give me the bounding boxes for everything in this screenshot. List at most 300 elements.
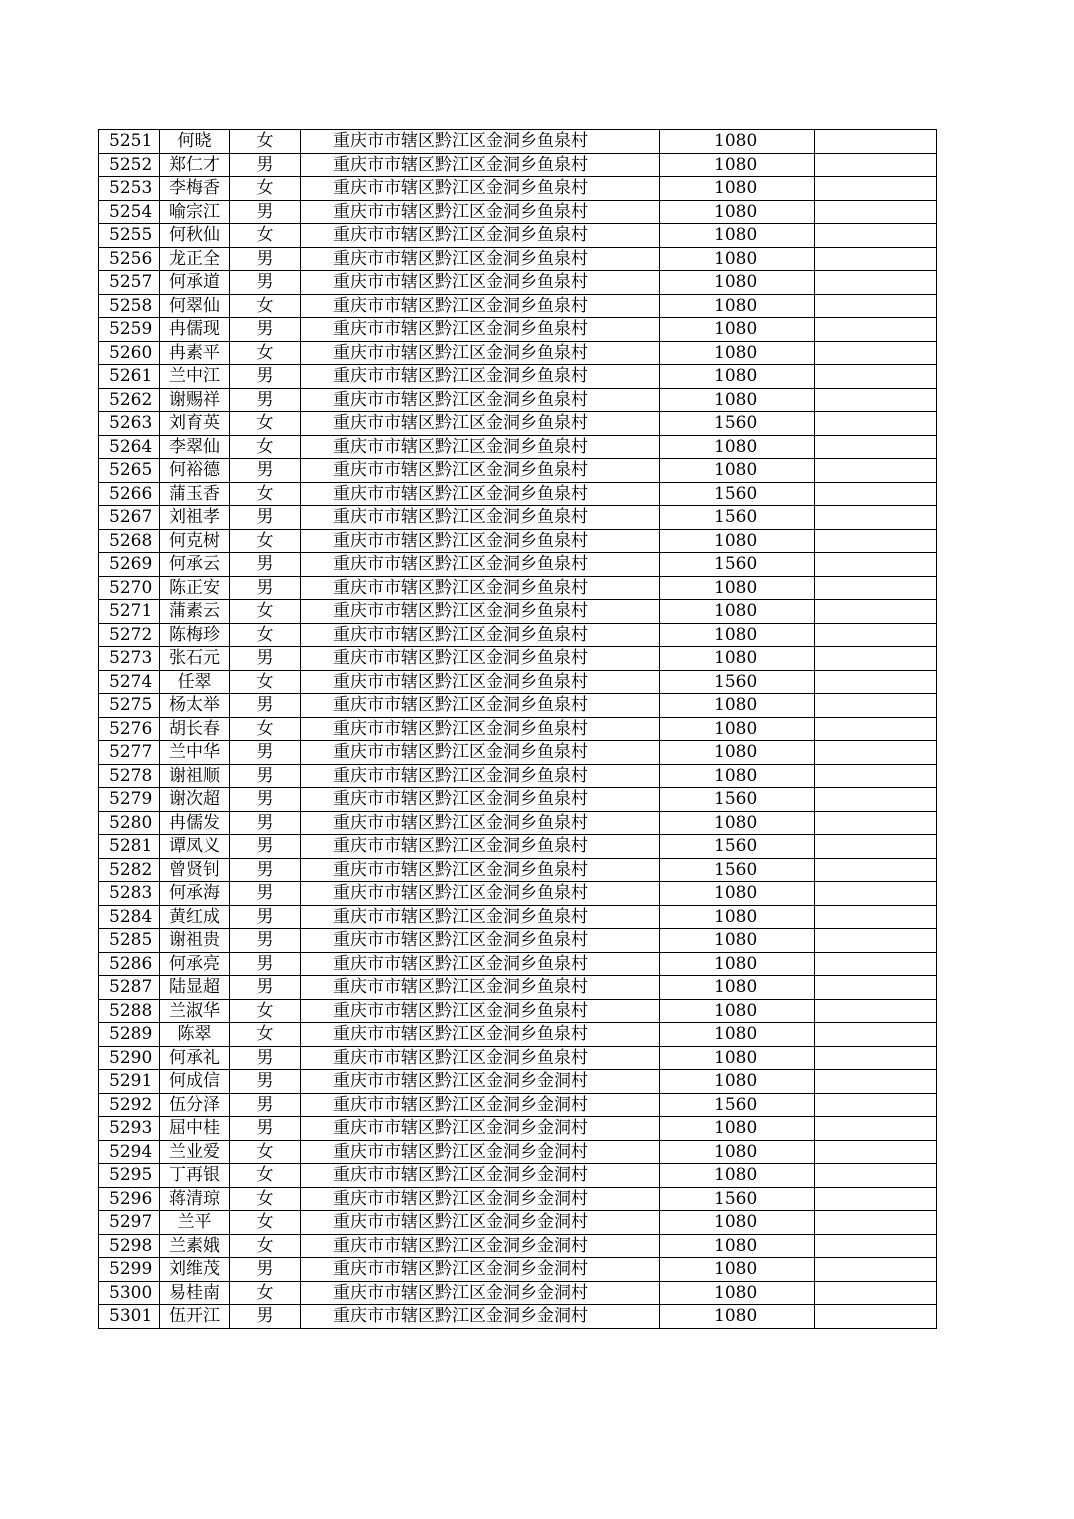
cell-name: 何承海 [160, 882, 230, 906]
cell-note [815, 764, 937, 788]
cell-gender: 男 [230, 858, 301, 882]
cell-note [815, 788, 937, 812]
cell-address: 重庆市市辖区黔江区金洞乡鱼泉村 [301, 647, 660, 671]
cell-name: 喻宗江 [160, 200, 230, 224]
cell-number: 5272 [99, 623, 160, 647]
table-row [99, 412, 937, 436]
cell-amount: 1080 [660, 600, 815, 624]
cell-name: 陈梅珍 [160, 623, 230, 647]
cell-gender: 女 [230, 1140, 301, 1164]
cell-gender: 女 [230, 294, 301, 318]
cell-name: 冉儒发 [160, 811, 230, 835]
cell-address: 重庆市市辖区黔江区金洞乡鱼泉村 [301, 694, 660, 718]
cell-note [815, 976, 937, 1000]
cell-gender: 男 [230, 764, 301, 788]
cell-gender: 女 [230, 1164, 301, 1188]
cell-gender: 男 [230, 247, 301, 271]
cell-gender: 女 [230, 435, 301, 459]
cell-note [815, 623, 937, 647]
cell-number: 5264 [99, 435, 160, 459]
cell-address: 重庆市市辖区黔江区金洞乡鱼泉村 [301, 811, 660, 835]
cell-note [815, 647, 937, 671]
cell-amount: 1560 [660, 1187, 815, 1211]
table-row [99, 882, 937, 906]
table-row [99, 459, 937, 483]
table-row [99, 341, 937, 365]
cell-amount: 1080 [660, 1023, 815, 1047]
cell-gender: 男 [230, 1070, 301, 1094]
table-row [99, 647, 937, 671]
cell-gender: 男 [230, 952, 301, 976]
cell-name: 兰平 [160, 1211, 230, 1235]
cell-address: 重庆市市辖区黔江区金洞乡鱼泉村 [301, 294, 660, 318]
cell-gender: 女 [230, 1234, 301, 1258]
cell-name: 任翠 [160, 670, 230, 694]
cell-name: 何承道 [160, 271, 230, 295]
cell-note [815, 412, 937, 436]
table-row [99, 153, 937, 177]
cell-gender: 男 [230, 388, 301, 412]
cell-address: 重庆市市辖区黔江区金洞乡鱼泉村 [301, 882, 660, 906]
cell-number: 5291 [99, 1070, 160, 1094]
cell-name: 兰素娥 [160, 1234, 230, 1258]
cell-note [815, 506, 937, 530]
cell-amount: 1560 [660, 670, 815, 694]
cell-number: 5251 [99, 130, 160, 154]
cell-note [815, 929, 937, 953]
cell-note [815, 153, 937, 177]
cell-amount: 1080 [660, 1258, 815, 1282]
cell-number: 5268 [99, 529, 160, 553]
cell-name: 蒲玉香 [160, 482, 230, 506]
table-row [99, 811, 937, 835]
cell-number: 5285 [99, 929, 160, 953]
cell-address: 重庆市市辖区黔江区金洞乡鱼泉村 [301, 858, 660, 882]
cell-address: 重庆市市辖区黔江区金洞乡鱼泉村 [301, 999, 660, 1023]
cell-number: 5278 [99, 764, 160, 788]
cell-address: 重庆市市辖区黔江区金洞乡鱼泉村 [301, 200, 660, 224]
cell-note [815, 294, 937, 318]
table-row [99, 435, 937, 459]
cell-amount: 1080 [660, 153, 815, 177]
cell-gender: 男 [230, 1093, 301, 1117]
cell-number: 5286 [99, 952, 160, 976]
cell-address: 重庆市市辖区黔江区金洞乡鱼泉村 [301, 600, 660, 624]
cell-number: 5279 [99, 788, 160, 812]
cell-gender: 男 [230, 271, 301, 295]
cell-name: 胡长春 [160, 717, 230, 741]
cell-amount: 1560 [660, 858, 815, 882]
cell-gender: 女 [230, 177, 301, 201]
cell-gender: 女 [230, 1187, 301, 1211]
table-row [99, 365, 937, 389]
cell-amount: 1080 [660, 623, 815, 647]
cell-amount: 1080 [660, 999, 815, 1023]
table-row [99, 788, 937, 812]
cell-amount: 1080 [660, 177, 815, 201]
cell-name: 谢祖贵 [160, 929, 230, 953]
cell-gender: 男 [230, 459, 301, 483]
cell-amount: 1080 [660, 388, 815, 412]
cell-address: 重庆市市辖区黔江区金洞乡鱼泉村 [301, 929, 660, 953]
cell-address: 重庆市市辖区黔江区金洞乡鱼泉村 [301, 224, 660, 248]
cell-note [815, 1023, 937, 1047]
cell-gender: 男 [230, 811, 301, 835]
cell-amount: 1080 [660, 576, 815, 600]
cell-address: 重庆市市辖区黔江区金洞乡鱼泉村 [301, 764, 660, 788]
cell-address: 重庆市市辖区黔江区金洞乡金洞村 [301, 1281, 660, 1305]
cell-number: 5283 [99, 882, 160, 906]
table-row [99, 529, 937, 553]
cell-amount: 1080 [660, 1046, 815, 1070]
cell-note [815, 224, 937, 248]
cell-name: 兰业爱 [160, 1140, 230, 1164]
cell-name: 刘维茂 [160, 1258, 230, 1282]
cell-number: 5257 [99, 271, 160, 295]
cell-note [815, 435, 937, 459]
cell-name: 伍分泽 [160, 1093, 230, 1117]
cell-name: 蒲素云 [160, 600, 230, 624]
cell-note [815, 341, 937, 365]
cell-note [815, 1046, 937, 1070]
table-row [99, 1234, 937, 1258]
cell-name: 兰淑华 [160, 999, 230, 1023]
cell-note [815, 999, 937, 1023]
table-row [99, 1164, 937, 1188]
cell-number: 5252 [99, 153, 160, 177]
table-row [99, 553, 937, 577]
cell-note [815, 670, 937, 694]
cell-note [815, 741, 937, 765]
cell-note [815, 318, 937, 342]
cell-amount: 1080 [660, 694, 815, 718]
table-row [99, 600, 937, 624]
cell-gender: 男 [230, 647, 301, 671]
cell-address: 重庆市市辖区黔江区金洞乡金洞村 [301, 1164, 660, 1188]
cell-gender: 女 [230, 670, 301, 694]
table-row [99, 1211, 937, 1235]
cell-name: 刘祖孝 [160, 506, 230, 530]
table-row [99, 482, 937, 506]
cell-amount: 1080 [660, 341, 815, 365]
cell-amount: 1080 [660, 318, 815, 342]
table-row [99, 1140, 937, 1164]
cell-gender: 男 [230, 882, 301, 906]
table-row [99, 952, 937, 976]
cell-number: 5276 [99, 717, 160, 741]
cell-amount: 1080 [660, 224, 815, 248]
cell-address: 重庆市市辖区黔江区金洞乡鱼泉村 [301, 153, 660, 177]
cell-number: 5253 [99, 177, 160, 201]
cell-amount: 1080 [660, 529, 815, 553]
cell-name: 蒋清琼 [160, 1187, 230, 1211]
cell-address: 重庆市市辖区黔江区金洞乡鱼泉村 [301, 318, 660, 342]
cell-name: 何承云 [160, 553, 230, 577]
table-row [99, 1093, 937, 1117]
cell-note [815, 905, 937, 929]
cell-number: 5301 [99, 1305, 160, 1329]
cell-amount: 1080 [660, 717, 815, 741]
cell-note [815, 694, 937, 718]
cell-number: 5254 [99, 200, 160, 224]
cell-note [815, 835, 937, 859]
cell-address: 重庆市市辖区黔江区金洞乡鱼泉村 [301, 482, 660, 506]
cell-address: 重庆市市辖区黔江区金洞乡鱼泉村 [301, 388, 660, 412]
cell-name: 何承亮 [160, 952, 230, 976]
cell-gender: 男 [230, 976, 301, 1000]
cell-gender: 女 [230, 224, 301, 248]
cell-note [815, 130, 937, 154]
cell-note [815, 247, 937, 271]
table-row [99, 741, 937, 765]
cell-name: 陆显超 [160, 976, 230, 1000]
cell-note [815, 1258, 937, 1282]
cell-name: 冉素平 [160, 341, 230, 365]
cell-note [815, 1164, 937, 1188]
cell-name: 冉儒现 [160, 318, 230, 342]
cell-amount: 1080 [660, 811, 815, 835]
cell-address: 重庆市市辖区黔江区金洞乡金洞村 [301, 1093, 660, 1117]
cell-amount: 1560 [660, 835, 815, 859]
cell-amount: 1080 [660, 1211, 815, 1235]
cell-gender: 男 [230, 1305, 301, 1329]
cell-amount: 1080 [660, 271, 815, 295]
cell-gender: 女 [230, 341, 301, 365]
cell-gender: 女 [230, 1211, 301, 1235]
cell-address: 重庆市市辖区黔江区金洞乡金洞村 [301, 1187, 660, 1211]
cell-number: 5275 [99, 694, 160, 718]
cell-amount: 1080 [660, 741, 815, 765]
cell-name: 何晓 [160, 130, 230, 154]
cell-address: 重庆市市辖区黔江区金洞乡鱼泉村 [301, 553, 660, 577]
cell-gender: 女 [230, 600, 301, 624]
table-row [99, 177, 937, 201]
cell-note [815, 952, 937, 976]
cell-number: 5296 [99, 1187, 160, 1211]
cell-note [815, 529, 937, 553]
cell-address: 重庆市市辖区黔江区金洞乡鱼泉村 [301, 576, 660, 600]
table-row [99, 694, 937, 718]
cell-address: 重庆市市辖区黔江区金洞乡鱼泉村 [301, 247, 660, 271]
cell-note [815, 1140, 937, 1164]
cell-address: 重庆市市辖区黔江区金洞乡金洞村 [301, 1258, 660, 1282]
cell-number: 5262 [99, 388, 160, 412]
cell-amount: 1080 [660, 294, 815, 318]
cell-amount: 1560 [660, 482, 815, 506]
cell-number: 5294 [99, 1140, 160, 1164]
cell-amount: 1080 [660, 200, 815, 224]
cell-number: 5273 [99, 647, 160, 671]
cell-number: 5281 [99, 835, 160, 859]
cell-gender: 女 [230, 999, 301, 1023]
cell-gender: 女 [230, 1281, 301, 1305]
cell-amount: 1080 [660, 905, 815, 929]
cell-gender: 男 [230, 576, 301, 600]
cell-address: 重庆市市辖区黔江区金洞乡金洞村 [301, 1140, 660, 1164]
cell-amount: 1080 [660, 952, 815, 976]
cell-gender: 男 [230, 1046, 301, 1070]
cell-note [815, 388, 937, 412]
cell-name: 兰中江 [160, 365, 230, 389]
table-row [99, 247, 937, 271]
cell-note [815, 482, 937, 506]
table-row [99, 1187, 937, 1211]
cell-amount: 1080 [660, 1070, 815, 1094]
cell-name: 丁再银 [160, 1164, 230, 1188]
cell-note [815, 459, 937, 483]
cell-name: 李梅香 [160, 177, 230, 201]
cell-gender: 男 [230, 1258, 301, 1282]
cell-number: 5274 [99, 670, 160, 694]
cell-amount: 1080 [660, 1140, 815, 1164]
cell-gender: 女 [230, 130, 301, 154]
cell-number: 5277 [99, 741, 160, 765]
cell-address: 重庆市市辖区黔江区金洞乡金洞村 [301, 1117, 660, 1141]
cell-note [815, 811, 937, 835]
cell-note [815, 200, 937, 224]
cell-name: 易桂南 [160, 1281, 230, 1305]
cell-amount: 1560 [660, 506, 815, 530]
cell-gender: 男 [230, 1117, 301, 1141]
cell-gender: 男 [230, 741, 301, 765]
cell-amount: 1080 [660, 647, 815, 671]
cell-address: 重庆市市辖区黔江区金洞乡鱼泉村 [301, 670, 660, 694]
cell-address: 重庆市市辖区黔江区金洞乡鱼泉村 [301, 835, 660, 859]
cell-amount: 1080 [660, 1234, 815, 1258]
table-row [99, 294, 937, 318]
cell-address: 重庆市市辖区黔江区金洞乡鱼泉村 [301, 459, 660, 483]
cell-amount: 1080 [660, 1281, 815, 1305]
cell-name: 郑仁才 [160, 153, 230, 177]
table-row [99, 1305, 937, 1329]
cell-name: 谢次超 [160, 788, 230, 812]
cell-note [815, 365, 937, 389]
cell-name: 何克树 [160, 529, 230, 553]
cell-number: 5290 [99, 1046, 160, 1070]
table-row [99, 271, 937, 295]
table-row [99, 130, 937, 154]
cell-number: 5258 [99, 294, 160, 318]
table-row [99, 764, 937, 788]
cell-name: 何秋仙 [160, 224, 230, 248]
cell-note [815, 600, 937, 624]
cell-address: 重庆市市辖区黔江区金洞乡鱼泉村 [301, 717, 660, 741]
cell-note [815, 1281, 937, 1305]
cell-number: 5265 [99, 459, 160, 483]
cell-address: 重庆市市辖区黔江区金洞乡鱼泉村 [301, 177, 660, 201]
cell-note [815, 717, 937, 741]
cell-number: 5292 [99, 1093, 160, 1117]
cell-number: 5280 [99, 811, 160, 835]
cell-number: 5255 [99, 224, 160, 248]
cell-name: 曾贤钊 [160, 858, 230, 882]
cell-name: 谢赐祥 [160, 388, 230, 412]
cell-gender: 男 [230, 905, 301, 929]
cell-number: 5299 [99, 1258, 160, 1282]
records-table [98, 129, 937, 1329]
cell-number: 5259 [99, 318, 160, 342]
cell-note [815, 1187, 937, 1211]
cell-address: 重庆市市辖区黔江区金洞乡鱼泉村 [301, 623, 660, 647]
cell-gender: 男 [230, 788, 301, 812]
cell-name: 陈翠 [160, 1023, 230, 1047]
cell-name: 何承礼 [160, 1046, 230, 1070]
cell-name: 黄红成 [160, 905, 230, 929]
cell-name: 伍开江 [160, 1305, 230, 1329]
cell-amount: 1080 [660, 1117, 815, 1141]
cell-number: 5287 [99, 976, 160, 1000]
table-row [99, 1070, 937, 1094]
cell-gender: 女 [230, 412, 301, 436]
cell-address: 重庆市市辖区黔江区金洞乡鱼泉村 [301, 905, 660, 929]
cell-name: 陈正安 [160, 576, 230, 600]
cell-name: 谭凤义 [160, 835, 230, 859]
cell-note [815, 1117, 937, 1141]
cell-amount: 1560 [660, 412, 815, 436]
table-row [99, 717, 937, 741]
cell-address: 重庆市市辖区黔江区金洞乡鱼泉村 [301, 412, 660, 436]
cell-amount: 1080 [660, 247, 815, 271]
cell-gender: 男 [230, 318, 301, 342]
table-row [99, 1281, 937, 1305]
table-row [99, 1258, 937, 1282]
cell-amount: 1080 [660, 1305, 815, 1329]
cell-note [815, 858, 937, 882]
cell-gender: 女 [230, 623, 301, 647]
cell-name: 何翠仙 [160, 294, 230, 318]
cell-note [815, 1070, 937, 1094]
cell-gender: 男 [230, 153, 301, 177]
cell-note [815, 1211, 937, 1235]
cell-name: 张石元 [160, 647, 230, 671]
cell-amount: 1080 [660, 882, 815, 906]
table-row [99, 318, 937, 342]
cell-amount: 1080 [660, 764, 815, 788]
cell-address: 重庆市市辖区黔江区金洞乡鱼泉村 [301, 529, 660, 553]
cell-number: 5256 [99, 247, 160, 271]
cell-number: 5297 [99, 1211, 160, 1235]
cell-number: 5288 [99, 999, 160, 1023]
cell-gender: 女 [230, 717, 301, 741]
cell-number: 5270 [99, 576, 160, 600]
table-row [99, 858, 937, 882]
cell-address: 重庆市市辖区黔江区金洞乡鱼泉村 [301, 130, 660, 154]
cell-note [815, 553, 937, 577]
cell-number: 5289 [99, 1023, 160, 1047]
cell-name: 杨太举 [160, 694, 230, 718]
cell-note [815, 1305, 937, 1329]
cell-name: 刘育英 [160, 412, 230, 436]
cell-note [815, 576, 937, 600]
table-row [99, 1046, 937, 1070]
cell-gender: 男 [230, 200, 301, 224]
cell-number: 5266 [99, 482, 160, 506]
cell-gender: 女 [230, 482, 301, 506]
cell-number: 5263 [99, 412, 160, 436]
cell-address: 重庆市市辖区黔江区金洞乡鱼泉村 [301, 976, 660, 1000]
cell-number: 5295 [99, 1164, 160, 1188]
table-row [99, 576, 937, 600]
cell-gender: 男 [230, 694, 301, 718]
cell-number: 5271 [99, 600, 160, 624]
cell-name: 李翠仙 [160, 435, 230, 459]
cell-amount: 1080 [660, 130, 815, 154]
table-row [99, 623, 937, 647]
cell-number: 5260 [99, 341, 160, 365]
cell-amount: 1560 [660, 1093, 815, 1117]
cell-name: 何裕德 [160, 459, 230, 483]
cell-gender: 男 [230, 835, 301, 859]
